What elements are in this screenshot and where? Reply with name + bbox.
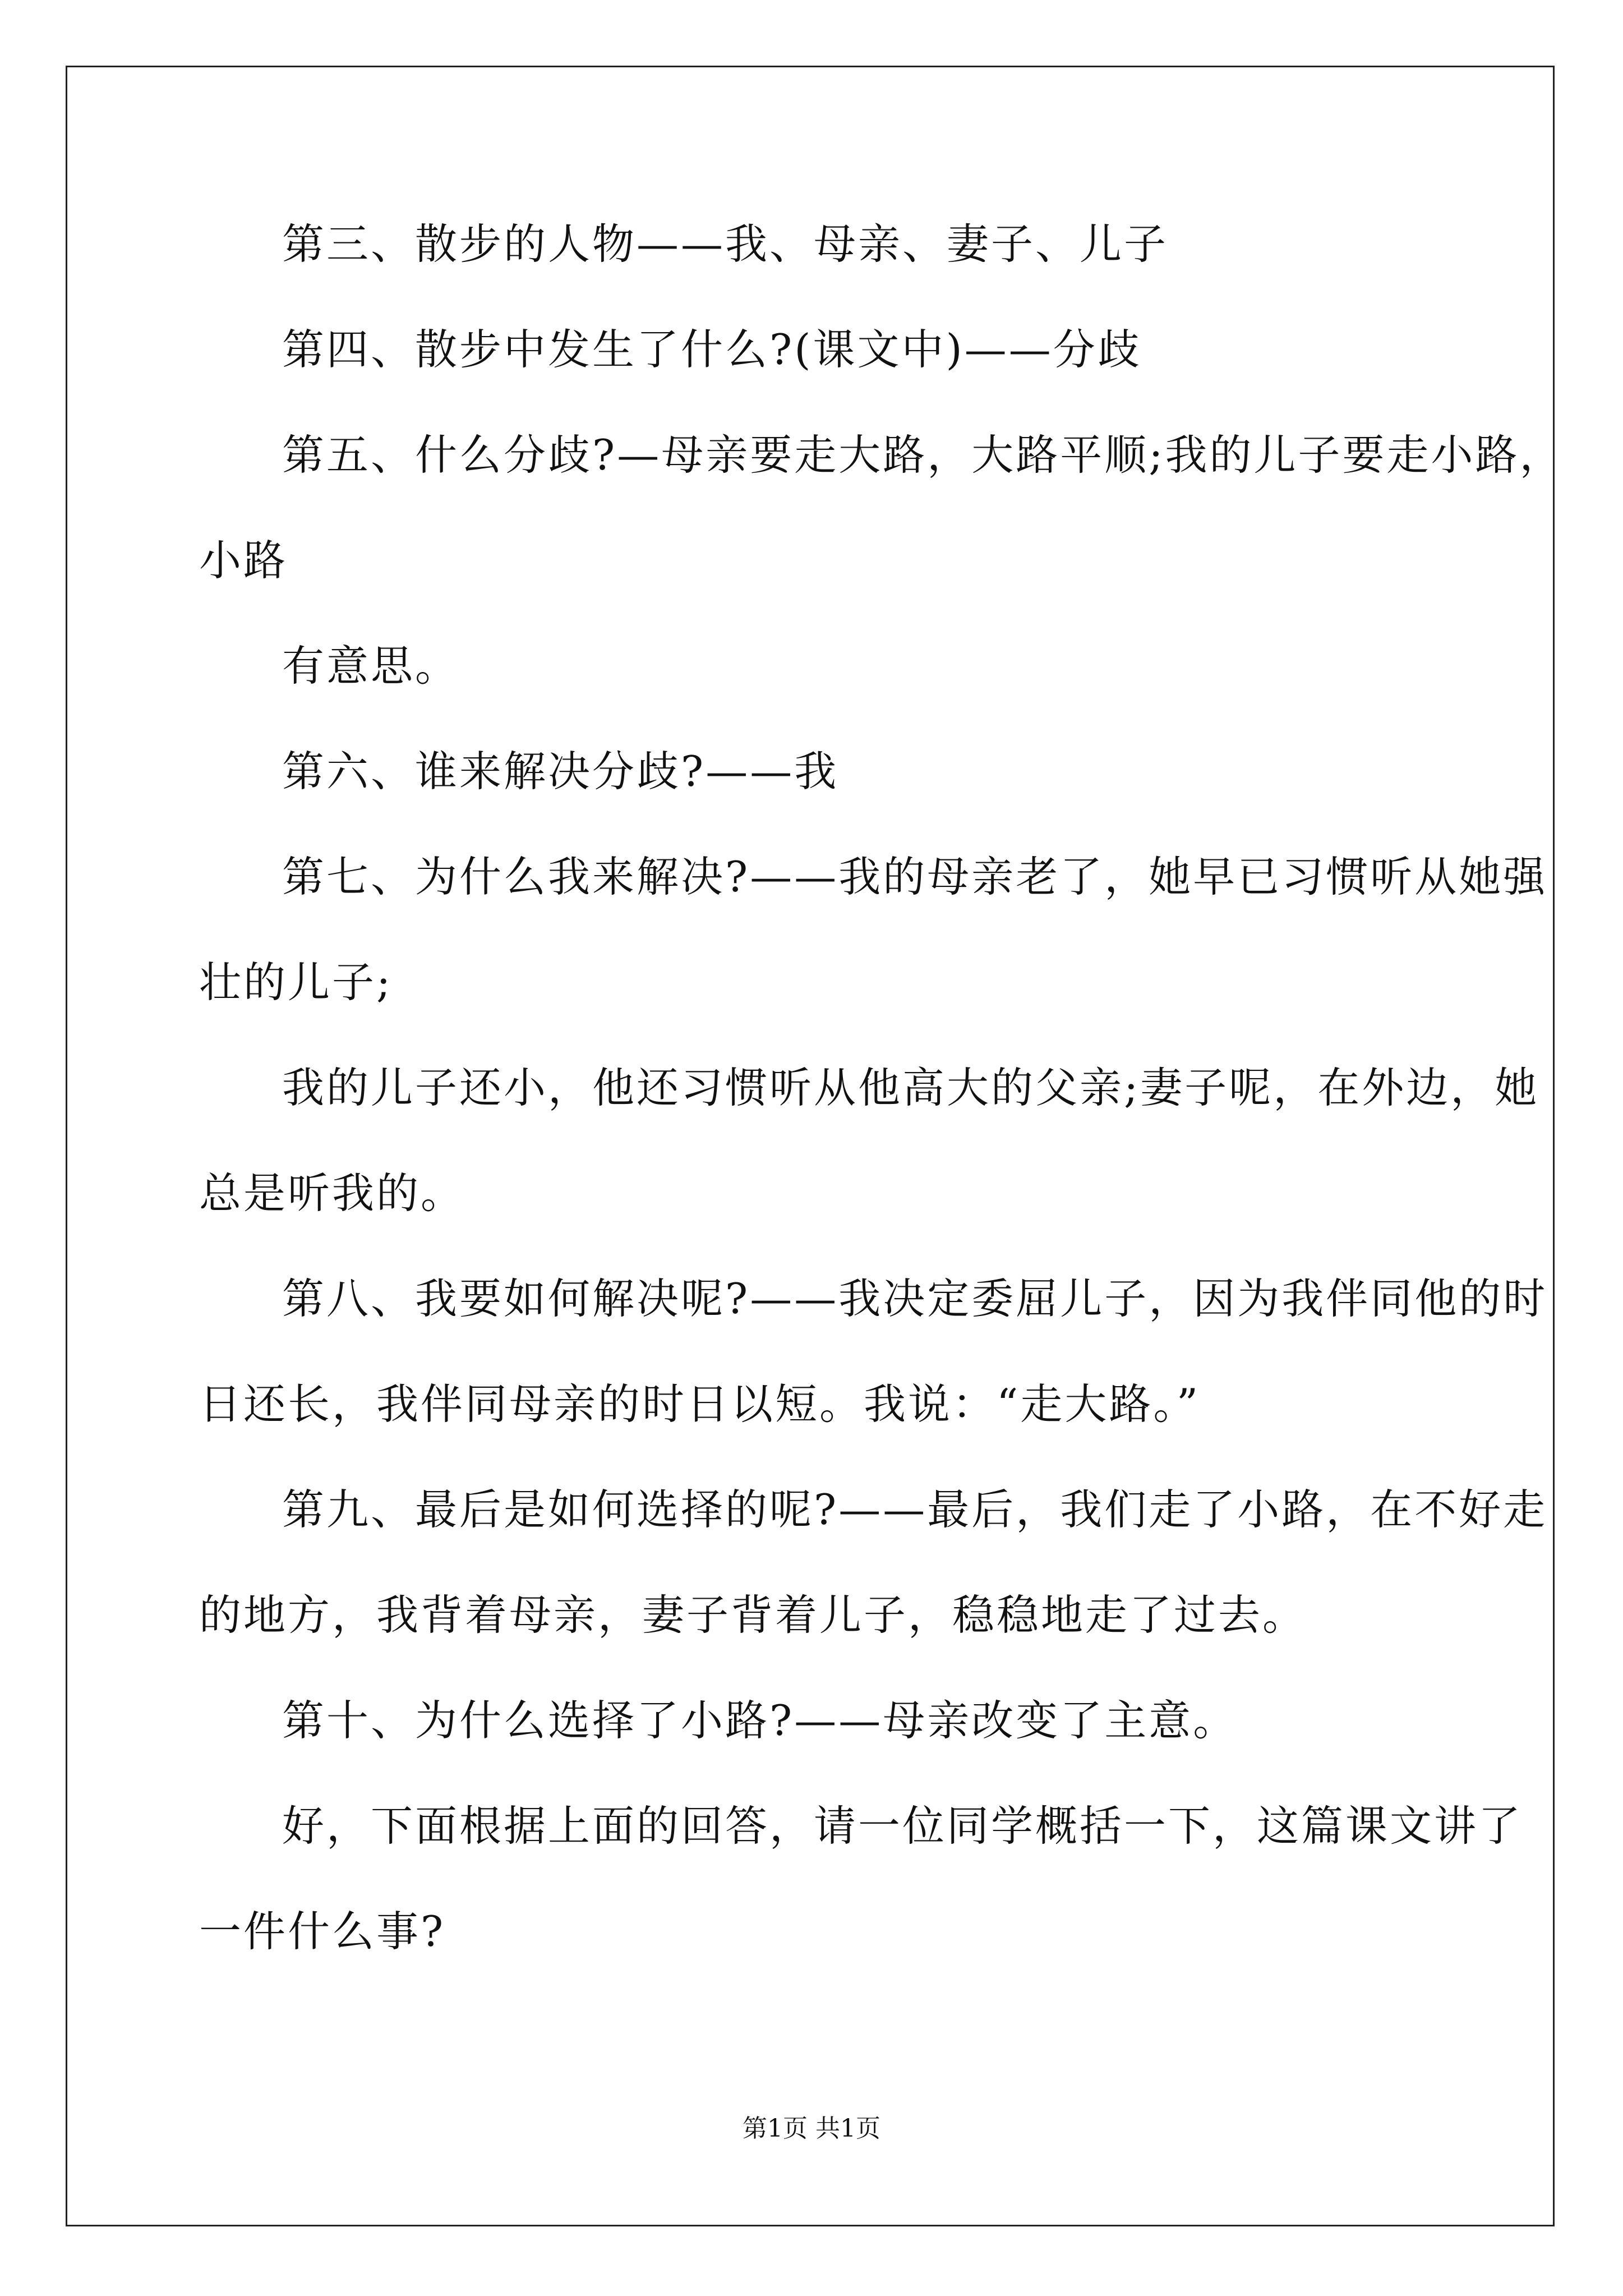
paragraph-line: 第九、最后是如何选择的呢?——最后，我们走了小路，在不好走 (282, 1485, 1548, 1534)
paragraph-line: 一件什么事? (199, 1907, 446, 1956)
paragraph-line: 我的儿子还小，他还习惯听从他高大的父亲;妻子呢，在外边，她 (282, 1063, 1539, 1112)
paragraph-line: 第七、为什么我来解决?——我的母亲老了，她早已习惯听从她强 (282, 852, 1548, 901)
page-footer: 第1页 共1页 (743, 2114, 880, 2143)
paragraph-line: 有意思。 (282, 641, 460, 691)
paragraph-line: 第四、散步中发生了什么?(课文中)——分歧 (282, 325, 1142, 374)
paragraph-line: 好，下面根据上面的回答，请一位同学概括一下，这篇课文讲了 (282, 1801, 1523, 1851)
paragraph-line: 第五、什么分歧?—母亲要走大路，大路平顺;我的儿子要走小路， (282, 430, 1564, 480)
paragraph-line: 小路 (199, 536, 288, 585)
paragraph-line: 第三、散步的人物——我、母亲、妻子、儿子 (282, 219, 1169, 269)
paragraph-line: 的地方，我背着母亲，妻子背着儿子，稳稳地走了过去。 (199, 1590, 1307, 1640)
page-border (66, 66, 1555, 2226)
paragraph-line: 第八、我要如何解决呢?——我决定委屈儿子，因为我伴同他的时 (282, 1274, 1548, 1323)
paragraph-line: 日还长，我伴同母亲的时日以短。我说：“走大路。” (199, 1379, 1201, 1429)
paragraph-line: 第十、为什么选择了小路?——母亲改变了主意。 (282, 1696, 1238, 1745)
paragraph-line: 总是听我的。 (199, 1168, 465, 1218)
paragraph-line: 壮的儿子; (199, 958, 393, 1007)
paragraph-line: 第六、谁来解决分歧?——我 (282, 747, 839, 796)
